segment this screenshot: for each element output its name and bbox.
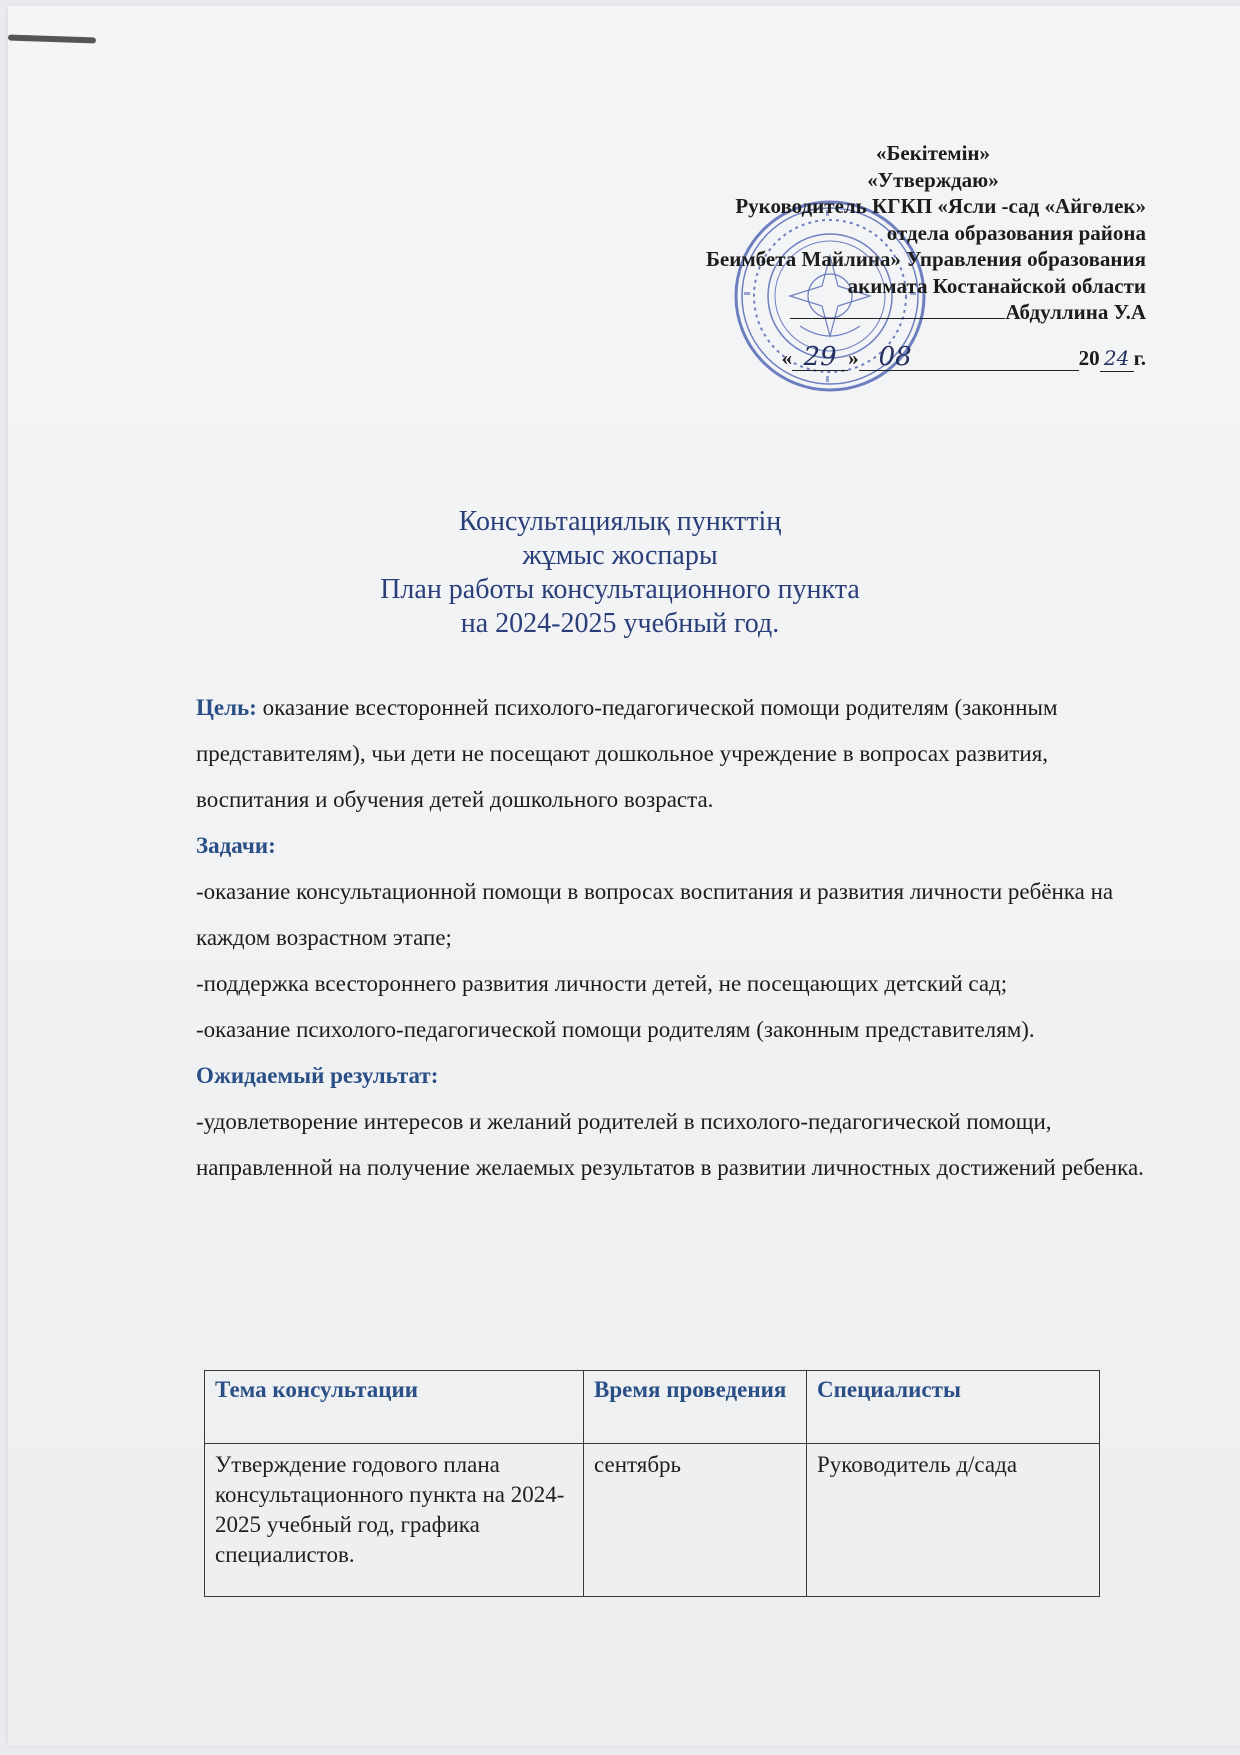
header-topic: Тема консультации [205, 1371, 584, 1444]
signature-line [446, 299, 1146, 326]
document-body [196, 685, 1156, 1191]
approval-date-line [446, 341, 1146, 373]
approval-kz: «Бекітемін» [875, 141, 990, 165]
year-suffix: 24 [1100, 345, 1134, 373]
date-quote-close: » [848, 345, 859, 370]
date-month: 08 [859, 344, 1079, 372]
document-title [0, 505, 1240, 641]
goal-text: оказание всесторонней психолого-педагогической помощи родителям (законным представителям), чьи дети не посещают дошкольное учреждение в вопросах развития, воспитания и обучения детей дошкольного возраста. [196, 695, 1058, 812]
year-prefix: 20 [1078, 345, 1100, 370]
header-specialists: Специалисты [807, 1371, 1100, 1444]
consultation-table [204, 1370, 1100, 1597]
header-time: Время проведения [584, 1371, 807, 1444]
approval-ru: «Утверждаю» [867, 167, 999, 192]
title-kz-line2: жұмыс жоспары [522, 540, 718, 571]
goal-paragraph [196, 685, 1156, 823]
date-day: 29 [792, 344, 848, 372]
task-item: -поддержка всестороннего развития личности детей, не посещающих детский сад; [196, 971, 1008, 996]
date-quote-open: « [781, 345, 793, 370]
signature-blank [790, 300, 1005, 319]
approval-line-department: отдела образования района [886, 220, 1146, 245]
goal-label: Цель: [196, 695, 257, 720]
signer-name: Абдуллина У.А [1005, 300, 1146, 324]
approval-block [446, 140, 1146, 372]
approval-line-region: Беимбета Майлина» Управления образования [706, 247, 1146, 271]
tasks-label: Задачи: [196, 833, 276, 858]
task-item: -оказание психолого-педагогической помощи родителям (законным представителям). [196, 1017, 1035, 1042]
result-label: Ожидаемый результат: [196, 1063, 439, 1088]
year-end: г. [1133, 345, 1146, 370]
cell-time: сентябрь [584, 1444, 807, 1597]
title-ru-line2: на 2024-2025 учебный год. [460, 608, 780, 639]
table-header-row [205, 1371, 1100, 1444]
result-text: -удовлетворение интересов и желаний родителей в психолого-педагогической помощи, направленной на получение желаемых результатов в развитии личностных достижений ребенка. [196, 1109, 1144, 1180]
approval-line-akimat: акимата Костанайской области [847, 273, 1146, 298]
scan-edge-mark [8, 34, 96, 43]
cell-topic: Утверждение годового плана консультационного пункта на 2024-2025 учебный год, графика специалистов. [205, 1444, 584, 1597]
table-row [205, 1444, 1100, 1597]
title-kz-line1: Консультациялық пункттің [458, 506, 782, 537]
title-ru-line1: План работы консультационного пункта [380, 574, 860, 605]
task-item: -оказание консультационной помощи в вопросах воспитания и развития личности ребёнка на каждом возрастном этапе; [196, 879, 1114, 950]
approval-line-head: Руководитель КГКП «Ясли -сад «Айгөлек» [735, 194, 1146, 218]
cell-specialists: Руководитель д/сада [807, 1444, 1100, 1597]
